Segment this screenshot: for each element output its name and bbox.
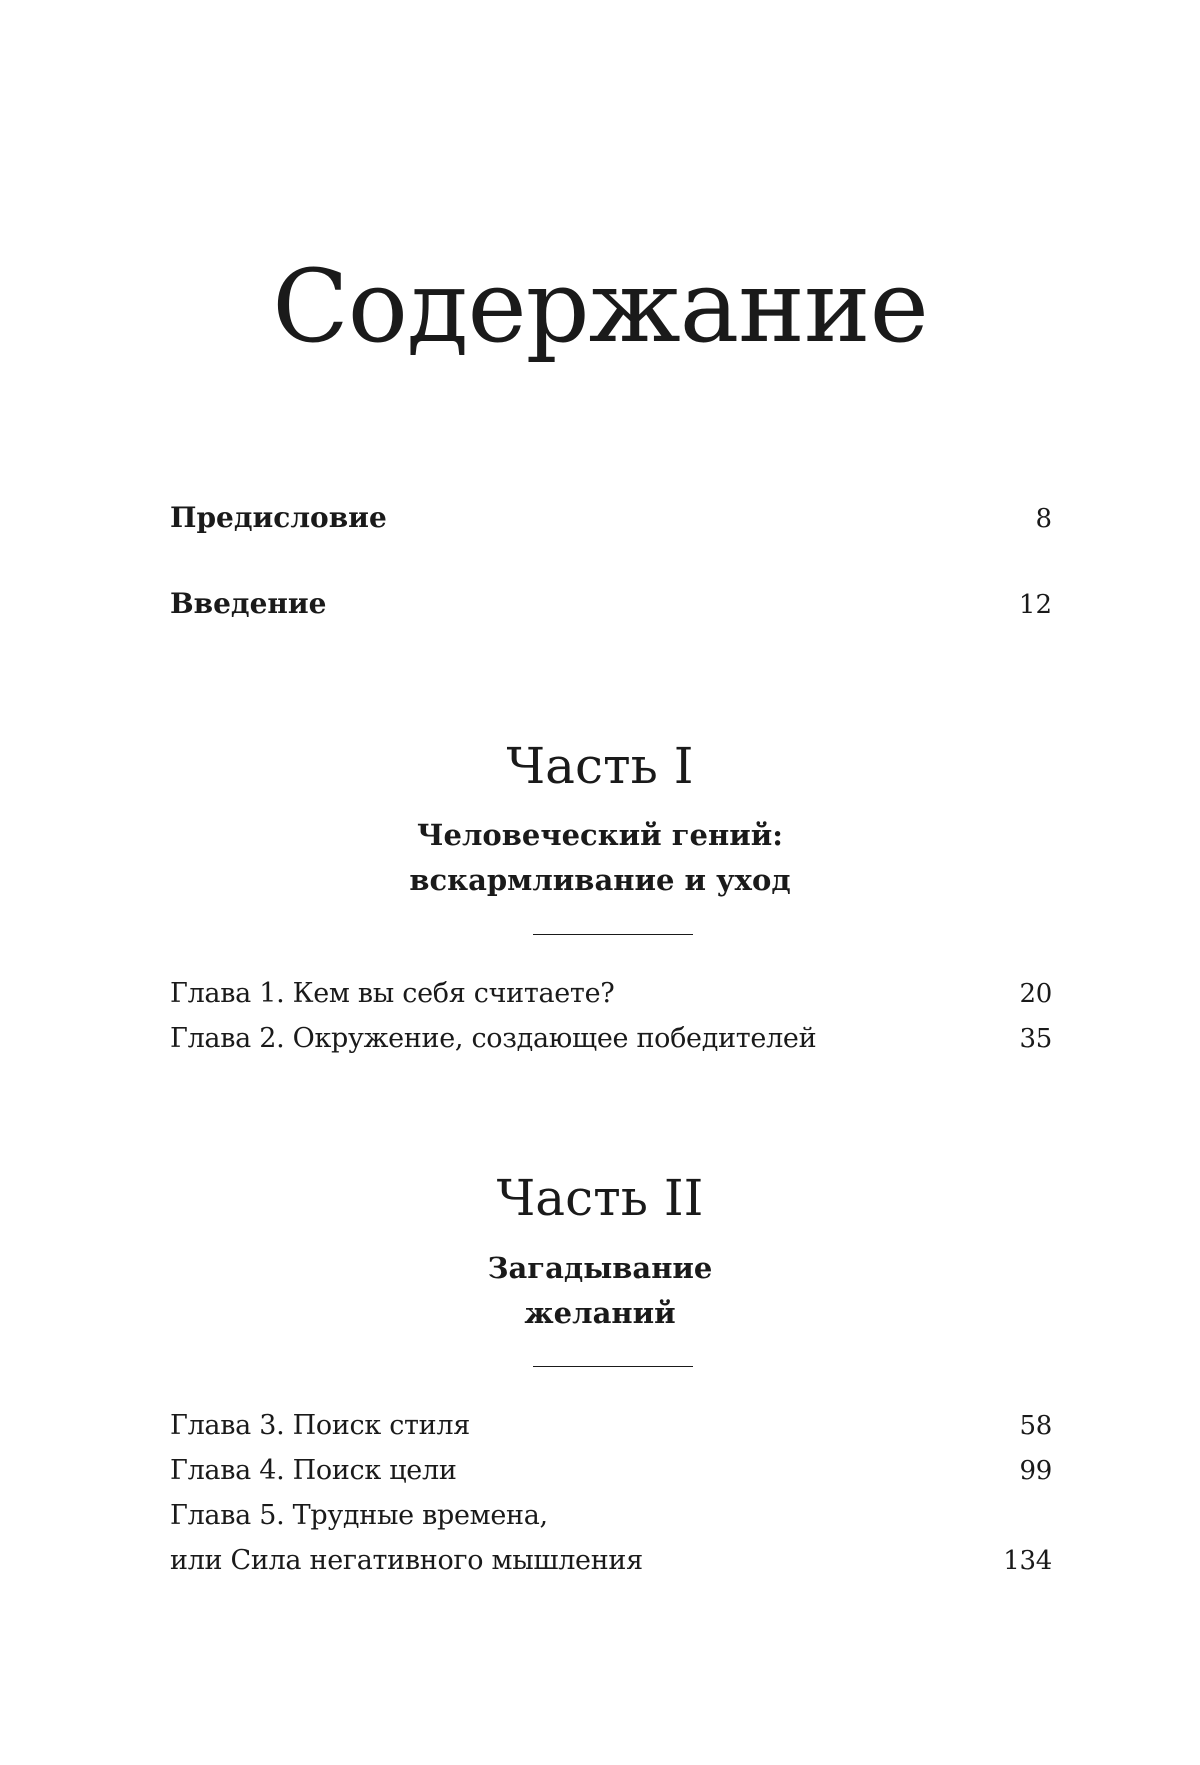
part-divider (533, 1366, 693, 1367)
part-subtitle-line: желаний (524, 1296, 676, 1330)
toc-entry-page: 58 (1019, 1411, 1052, 1441)
toc-entry-chapter-5-line-1[interactable] (170, 1498, 1052, 1534)
toc-entry-label: Предисловие (170, 501, 387, 534)
toc-entry-label: Глава 3. Поиск стиля (170, 1410, 470, 1441)
toc-entry-chapter-5[interactable] (170, 1543, 1052, 1579)
toc-entry-page: 12 (1018, 590, 1052, 620)
toc-entry-label: или Сила негативного мышления (170, 1545, 643, 1576)
part-divider (533, 934, 693, 935)
page-title: Содержание (272, 248, 928, 365)
toc-entry-label: Глава 1. Кем вы себя считаете? (170, 978, 615, 1009)
toc-entry-page: 35 (1019, 1024, 1052, 1054)
toc-entry-label: Введение (170, 587, 327, 620)
part-heading: Часть II (496, 1169, 704, 1227)
toc-entry-chapter-2[interactable] (170, 1021, 1052, 1057)
toc-entry-page: 134 (1003, 1546, 1052, 1576)
toc-entry-preface[interactable] (170, 500, 1052, 537)
toc-entry-label: Глава 4. Поиск цели (170, 1455, 457, 1486)
part-subtitle-line: Человеческий гений: (417, 818, 783, 852)
part-heading: Часть I (506, 737, 694, 795)
toc-entry-introduction[interactable] (170, 586, 1052, 623)
toc-entry-page: 99 (1019, 1456, 1052, 1486)
part-subtitle-line: Загадывание (487, 1251, 713, 1285)
toc-entry-chapter-3[interactable] (170, 1408, 1052, 1444)
toc-entry-label: Глава 5. Трудные времена, (170, 1500, 548, 1531)
toc-entry-page: 8 (1035, 504, 1052, 534)
toc-entry-page: 20 (1019, 979, 1052, 1009)
part-subtitle-line: вскармливание и уход (409, 863, 791, 897)
toc-entry-chapter-4[interactable] (170, 1453, 1052, 1489)
toc-entry-label: Глава 2. Окружение, создающее победителей (170, 1023, 817, 1054)
toc-entry-chapter-1[interactable] (170, 976, 1052, 1012)
